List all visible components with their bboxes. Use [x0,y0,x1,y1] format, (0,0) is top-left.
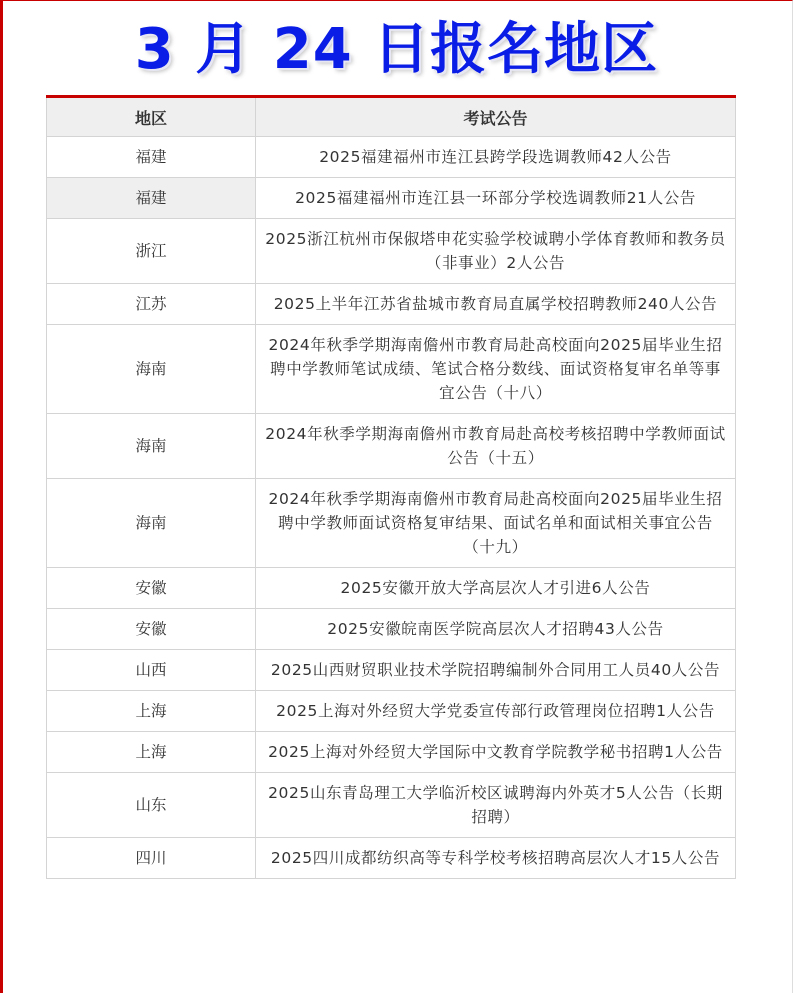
region-cell: 安徽 [47,568,256,609]
notice-link[interactable]: 2024年秋季学期海南儋州市教育局赴高校考核招聘中学教师面试公告（十五） [256,414,736,479]
region-cell: 福建 [47,178,256,219]
table-row [47,479,736,568]
table-row [47,568,736,609]
notice-link[interactable]: 2025山东青岛理工大学临沂校区诚聘海内外英才5人公告（长期招聘） [256,773,736,838]
table-row [47,650,736,691]
table-row [47,325,736,414]
region-cell: 山西 [47,650,256,691]
table-row [47,219,736,284]
table-row [47,284,736,325]
notice-link[interactable]: 2025安徽皖南医学院高层次人才招聘43人公告 [256,609,736,650]
notice-link[interactable]: 2025四川成都纺织高等专科学校考核招聘高层次人才15人公告 [256,838,736,879]
table-row [47,838,736,879]
table-header-row [47,97,736,137]
table-row [47,773,736,838]
region-cell: 上海 [47,732,256,773]
notice-link[interactable]: 2024年秋季学期海南儋州市教育局赴高校面向2025届毕业生招聘中学教师笔试成绩、笔试合格分数线、面试资格复审名单等事宜公告（十八） [256,325,736,414]
region-cell: 浙江 [47,219,256,284]
table-row [47,137,736,178]
region-cell: 海南 [47,414,256,479]
page-title: 3 月 24 日报名地区 [134,17,659,82]
exam-notice-table [46,95,736,879]
region-cell: 福建 [47,137,256,178]
region-cell: 安徽 [47,609,256,650]
table-row [47,178,736,219]
notice-link[interactable]: 2024年秋季学期海南儋州市教育局赴高校面向2025届毕业生招聘中学教师面试资格复审结果、面试名单和面试相关事宜公告（十九） [256,479,736,568]
notice-link[interactable]: 2025浙江杭州市保俶塔申花实验学校诚聘小学体育教师和教务员（非事业）2人公告 [256,219,736,284]
notice-link[interactable]: 2025上海对外经贸大学国际中文教育学院教学秘书招聘1人公告 [256,732,736,773]
notice-link[interactable]: 2025福建福州市连江县一环部分学校选调教师21人公告 [256,178,736,219]
region-cell: 山东 [47,773,256,838]
column-header-notice: 考试公告 [256,97,736,137]
table-row [47,732,736,773]
notice-link[interactable]: 2025山西财贸职业技术学院招聘编制外合同用工人员40人公告 [256,650,736,691]
region-cell: 海南 [47,325,256,414]
table-row [47,691,736,732]
notice-link[interactable]: 2025安徽开放大学高层次人才引进6人公告 [256,568,736,609]
region-cell: 海南 [47,479,256,568]
region-cell: 江苏 [47,284,256,325]
table-row [47,414,736,479]
notice-link[interactable]: 2025上海对外经贸大学党委宣传部行政管理岗位招聘1人公告 [256,691,736,732]
region-cell: 四川 [47,838,256,879]
notice-link[interactable]: 2025上半年江苏省盐城市教育局直属学校招聘教师240人公告 [256,284,736,325]
region-cell: 上海 [47,691,256,732]
notice-link[interactable]: 2025福建福州市连江县跨学段选调教师42人公告 [256,137,736,178]
table-row [47,609,736,650]
column-header-region: 地区 [47,97,256,137]
